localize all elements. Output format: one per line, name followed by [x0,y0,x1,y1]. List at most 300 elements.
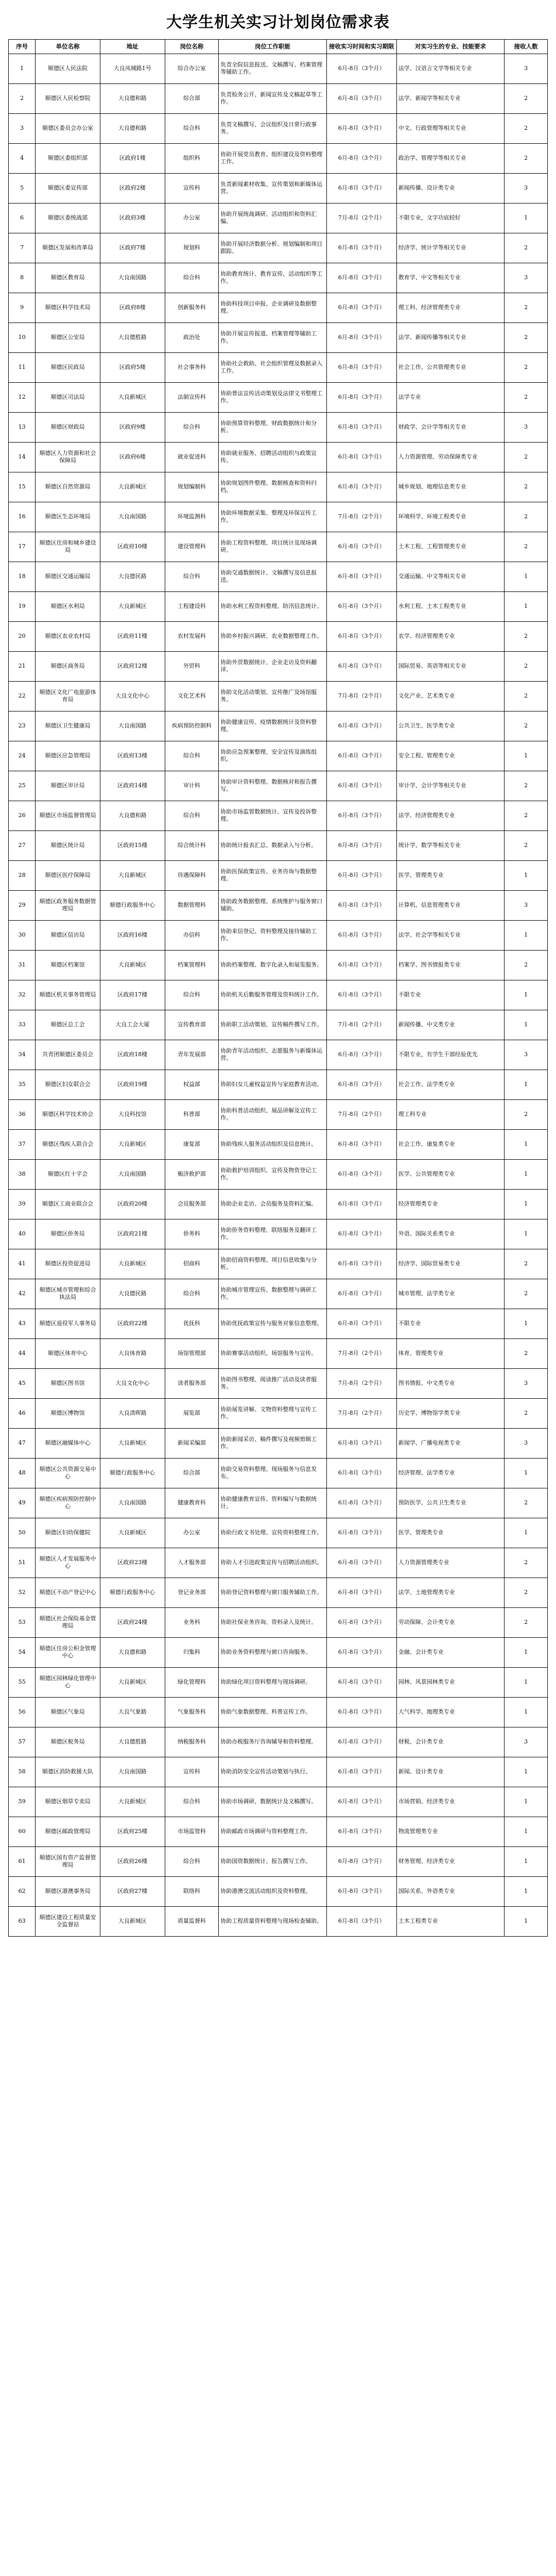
cell-index: 49 [9,1488,36,1518]
cell-index: 4 [9,143,36,173]
cell-index: 50 [9,1518,36,1548]
table-row [9,352,548,382]
cell-duties: 协助统计报表汇总、数据录入与分析。 [219,831,326,860]
cell-duties: 协助来信登记、资料整理及接待辅助工作。 [219,920,326,950]
cell-duties: 协助科普活动组织、展品讲解及宣传工作。 [219,1099,326,1129]
cell-count: 2 [505,1607,548,1637]
cell-duties: 协助残疾人服务活动组织及信息统计。 [219,1129,326,1159]
cell-period: 6月-8月（3个月） [326,1279,396,1309]
cell-unit: 顺德区水利局 [36,591,100,621]
cell-index: 30 [9,920,36,950]
cell-count: 1 [505,1010,548,1040]
cell-address: 大良新城区 [100,1428,165,1458]
cell-index: 21 [9,651,36,681]
cell-position: 综合科 [165,1846,219,1876]
cell-requirements: 法学、新闻传播等相关专业 [396,323,504,352]
cell-count: 3 [505,173,548,203]
cell-period: 6月-8月（3个月） [326,1637,396,1667]
cell-address: 区政府25楼 [100,1817,165,1846]
cell-position: 招商科 [165,1249,219,1279]
cell-address: 大良新城区 [100,1518,165,1548]
page-title: 大学生机关实习计划岗位需求表 [166,13,390,31]
cell-duties: 协助市场监管数据统计、宣传及投诉整理。 [219,801,326,831]
cell-requirements: 法学、新闻学等相关专业 [396,83,504,113]
cell-duties: 协助邮政市场调研与资料整理工作。 [219,1817,326,1846]
cell-period: 6月-8月（3个月） [326,113,396,143]
cell-address: 大良文化中心 [100,681,165,711]
cell-requirements: 不限专业 [396,980,504,1010]
cell-unit: 顺德区民政局 [36,352,100,382]
cell-count: 1 [505,1518,548,1548]
cell-count: 2 [505,113,548,143]
cell-unit: 顺德区总工会 [36,1010,100,1040]
cell-index: 51 [9,1548,36,1578]
table-row [9,1159,548,1189]
table-row [9,1488,548,1518]
cell-unit: 顺德区烟草专卖局 [36,1787,100,1817]
cell-duties: 负责全院信息报送、文稿撰写、档案管理等辅助工作。 [219,54,326,83]
cell-count: 2 [505,1099,548,1129]
cell-index: 48 [9,1458,36,1488]
cell-index: 29 [9,890,36,920]
table-row [9,1787,548,1817]
cell-position: 优抚科 [165,1309,219,1338]
cell-count: 3 [505,890,548,920]
table-row [9,591,548,621]
table-row [9,143,548,173]
cell-address: 区政府15楼 [100,831,165,860]
cell-count: 1 [505,1219,548,1249]
cell-position: 综合科 [165,1279,219,1309]
table-row [9,1876,548,1906]
cell-duties: 协助社保业务咨询、资料录入及统计。 [219,1607,326,1637]
cell-position: 归集科 [165,1637,219,1667]
cell-duties: 协助档案整理、数字化录入和展览服务。 [219,950,326,980]
table-row [9,1428,548,1458]
cell-unit: 顺德区税务局 [36,1727,100,1757]
cell-unit: 顺德区邮政管理局 [36,1817,100,1846]
cell-index: 46 [9,1398,36,1428]
cell-requirements: 政治学、管理学等相关专业 [396,143,504,173]
cell-position: 赈济救护部 [165,1159,219,1189]
cell-period: 6月-8月（3个月） [326,1607,396,1637]
cell-address: 大良南国路 [100,1488,165,1518]
cell-duties: 协助业务资料整理与窗口咨询服务。 [219,1637,326,1667]
cell-period: 7月-8月（2个月） [326,1398,396,1428]
cell-index: 7 [9,233,36,263]
cell-count: 2 [505,502,548,532]
cell-index: 9 [9,293,36,323]
cell-requirements: 水利工程、土木工程类专业 [396,591,504,621]
cell-requirements: 国际贸易、英语等相关专业 [396,651,504,681]
cell-count: 3 [505,1040,548,1070]
cell-requirements: 计算机、信息管理类专业 [396,890,504,920]
cell-duties: 协助城市管理宣传、数据整理与调研工作。 [219,1279,326,1309]
cell-position: 规划编制科 [165,472,219,502]
header-address: 地址 [100,40,165,54]
cell-requirements: 教育学、中文等相关专业 [396,263,504,293]
cell-index: 18 [9,562,36,591]
cell-index: 38 [9,1159,36,1189]
table-row [9,1129,548,1159]
cell-unit: 共青团顺德区委员会 [36,1040,100,1070]
cell-period: 6月-8月（3个月） [326,1846,396,1876]
table-row [9,323,548,352]
cell-count: 2 [505,651,548,681]
cell-position: 社会事务科 [165,352,219,382]
cell-count: 1 [505,1309,548,1338]
table-row [9,1548,548,1578]
table-row [9,741,548,771]
cell-period: 6月-8月（3个月） [326,1757,396,1787]
cell-period: 6月-8月（3个月） [326,442,396,472]
cell-period: 6月-8月（3个月） [326,83,396,113]
table-row [9,1219,548,1249]
cell-position: 办公室 [165,1518,219,1548]
table-row [9,1070,548,1099]
cell-address: 大良南国路 [100,263,165,293]
cell-duties: 协助消防安全宣传活动策划与执行。 [219,1757,326,1787]
cell-duties: 协助人才引进政策宣传与招聘活动组织。 [219,1548,326,1578]
cell-period: 6月-8月（3个月） [326,532,396,562]
cell-index: 26 [9,801,36,831]
job-demand-table [8,39,548,1937]
cell-index: 37 [9,1129,36,1159]
cell-position: 侨务科 [165,1219,219,1249]
table-row [9,173,548,203]
cell-count: 1 [505,1846,548,1876]
cell-period: 6月-8月（3个月） [326,741,396,771]
table-row [9,532,548,562]
cell-address: 区政府14楼 [100,771,165,801]
cell-position: 综合办公室 [165,54,219,83]
cell-period: 6月-8月（3个月） [326,143,396,173]
cell-period: 6月-8月（3个月） [326,1488,396,1518]
cell-requirements: 财务管理、经济类专业 [396,1846,504,1876]
cell-duties: 协助企业走访、会员服务及资料汇编。 [219,1189,326,1219]
cell-duties: 协助优抚政策宣传与服务对象信息整理。 [219,1309,326,1338]
cell-period: 6月-8月（3个月） [326,1040,396,1070]
cell-unit: 顺德区侨务局 [36,1219,100,1249]
cell-period: 6月-8月（3个月） [326,323,396,352]
cell-requirements: 物流管理类专业 [396,1817,504,1846]
cell-period: 6月-8月（3个月） [326,831,396,860]
cell-address: 区政府1楼 [100,143,165,173]
cell-duties: 负责新闻素材收集、宣传策划和新媒体运营。 [219,173,326,203]
cell-position: 综合科 [165,801,219,831]
cell-index: 23 [9,711,36,741]
cell-duties: 协助展览讲解、文物资料整理与宣传工作。 [219,1398,326,1428]
cell-period: 7月-8月（2个月） [326,203,396,233]
cell-requirements: 理工科专业 [396,1099,504,1129]
cell-position: 人才服务部 [165,1548,219,1578]
table-row [9,980,548,1010]
cell-duties: 协助妇女儿童权益宣传与家庭教育活动。 [219,1070,326,1099]
table-row [9,203,548,233]
cell-count: 2 [505,1279,548,1309]
table-row [9,1727,548,1757]
cell-period: 6月-8月（3个月） [326,1727,396,1757]
cell-requirements: 外语、国际关系类专业 [396,1219,504,1249]
cell-count: 2 [505,711,548,741]
cell-period: 6月-8月（3个月） [326,173,396,203]
cell-count: 1 [505,1876,548,1906]
cell-duties: 协助审计资料整理、数据核对和报告撰写。 [219,771,326,801]
cell-period: 6月-8月（3个月） [326,1219,396,1249]
cell-unit: 顺德区档案馆 [36,950,100,980]
header-period: 接收实习时间和实习期限 [326,40,396,54]
cell-unit: 顺德区公共资源交易中心 [36,1458,100,1488]
cell-index: 39 [9,1189,36,1219]
cell-unit: 顺德区机关事务管理局 [36,980,100,1010]
cell-period: 6月-8月（3个月） [326,233,396,263]
cell-unit: 顺德区审计局 [36,771,100,801]
cell-index: 8 [9,263,36,293]
cell-requirements: 法学专业 [396,382,504,412]
cell-address: 区政府11楼 [100,621,165,651]
cell-position: 权益部 [165,1070,219,1099]
cell-period: 6月-8月（3个月） [326,1697,396,1727]
cell-period: 6月-8月（3个月） [326,1667,396,1697]
cell-position: 市场监管科 [165,1817,219,1846]
table-header-row [9,40,548,54]
cell-index: 60 [9,1817,36,1846]
cell-period: 6月-8月（3个月） [326,651,396,681]
cell-index: 24 [9,741,36,771]
cell-requirements: 新闻学、广播电视类专业 [396,1428,504,1458]
cell-position: 会员服务部 [165,1189,219,1219]
table-row [9,382,548,412]
cell-requirements: 新闻传播、中文类专业 [396,1010,504,1040]
table-row [9,681,548,711]
cell-duties: 协助工程资料整理、项目统计及现场调研。 [219,532,326,562]
cell-requirements: 金融、会计类专业 [396,1637,504,1667]
cell-requirements: 土木工程、工程管理类专业 [396,532,504,562]
cell-unit: 顺德区市场监督管理局 [36,801,100,831]
cell-position: 疾病预防控制科 [165,711,219,741]
cell-unit: 顺德区红十字会 [36,1159,100,1189]
cell-position: 宣传教育部 [165,1010,219,1040]
cell-period: 6月-8月（3个月） [326,591,396,621]
cell-period: 6月-8月（3个月） [326,1906,396,1936]
cell-count: 2 [505,323,548,352]
cell-duties: 协助外贸数据统计、企业走访及资料翻译。 [219,651,326,681]
cell-index: 16 [9,502,36,532]
cell-position: 气象服务科 [165,1697,219,1727]
cell-unit: 顺德区人民法院 [36,54,100,83]
cell-position: 数据管理科 [165,890,219,920]
table-row [9,1099,548,1129]
cell-unit: 顺德区应急管理局 [36,741,100,771]
cell-requirements: 审计学、会计学等相关专业 [396,771,504,801]
cell-position: 质量监督科 [165,1906,219,1936]
cell-address: 区政府16楼 [100,920,165,950]
header-requirements: 对实习生的专业、技能要求 [396,40,504,54]
cell-duties: 负责文稿撰写、会议组织及日常行政事务。 [219,113,326,143]
cell-index: 27 [9,831,36,860]
cell-unit: 顺德区投资促进局 [36,1249,100,1279]
table-row [9,113,548,143]
cell-duties: 协助普法宣传活动策划及法律文书整理工作。 [219,382,326,412]
cell-duties: 协助健康教育宣传、资料编写与数据统计。 [219,1488,326,1518]
cell-unit: 顺德区住房和城乡建设局 [36,532,100,562]
cell-duties: 协助招商资料整理、项目信息收集与分析。 [219,1249,326,1279]
cell-requirements: 农学、经济管理类专业 [396,621,504,651]
cell-period: 6月-8月（3个月） [326,1548,396,1578]
cell-duties: 协助侨务资料整理、联络服务及翻译工作。 [219,1219,326,1249]
cell-address: 区政府2楼 [100,173,165,203]
cell-count: 2 [505,681,548,711]
cell-address: 大良德胜路 [100,1727,165,1757]
table-row [9,1010,548,1040]
cell-period: 6月-8月（3个月） [326,980,396,1010]
cell-index: 52 [9,1578,36,1607]
table-row [9,1906,548,1936]
cell-address: 大良德和路 [100,113,165,143]
cell-count: 1 [505,1189,548,1219]
cell-unit: 顺德区司法局 [36,382,100,412]
cell-unit: 顺德区融媒体中心 [36,1428,100,1458]
cell-address: 大良科技馆 [100,1099,165,1129]
cell-position: 纳税服务科 [165,1727,219,1757]
table-row [9,1458,548,1488]
cell-count: 1 [505,1906,548,1936]
cell-period: 7月-8月（2个月） [326,1368,396,1398]
cell-address: 大良凤城路1号 [100,54,165,83]
table-row [9,293,548,323]
cell-position: 组织科 [165,143,219,173]
cell-requirements: 大气科学、地理类专业 [396,1697,504,1727]
cell-unit: 顺德区不动产登记中心 [36,1578,100,1607]
cell-index: 25 [9,771,36,801]
cell-requirements: 法学、土地管理类专业 [396,1578,504,1607]
cell-count: 2 [505,472,548,502]
cell-address: 大良德民路 [100,1279,165,1309]
cell-unit: 顺德区信访局 [36,920,100,950]
cell-index: 2 [9,83,36,113]
cell-index: 28 [9,860,36,890]
cell-requirements: 不限专业，有学生干部经验优先 [396,1040,504,1070]
cell-index: 59 [9,1787,36,1817]
cell-duties: 协助科技项目申报、企业调研及数据整理。 [219,293,326,323]
cell-index: 3 [9,113,36,143]
cell-count: 3 [505,1727,548,1757]
table-row [9,831,548,860]
cell-unit: 顺德区气象局 [36,1697,100,1727]
cell-duties: 协助环境数据采集、整理及环保宣传工作。 [219,502,326,532]
cell-position: 综合科 [165,562,219,591]
cell-duties: 协助赛事活动组织、场馆服务与宣传。 [219,1338,326,1368]
cell-index: 45 [9,1368,36,1398]
table-row [9,263,548,293]
cell-duties: 协助应急预案整理、安全宣传及演练组织。 [219,741,326,771]
cell-count: 2 [505,950,548,980]
cell-unit: 顺德区科学技术局 [36,293,100,323]
cell-position: 宣传科 [165,1757,219,1787]
cell-requirements: 预防医学、公共卫生类专业 [396,1488,504,1518]
cell-index: 44 [9,1338,36,1368]
table-row [9,1846,548,1876]
table-row [9,1518,548,1548]
cell-count: 1 [505,1667,548,1697]
cell-period: 6月-8月（3个月） [326,860,396,890]
cell-period: 6月-8月（3个月） [326,293,396,323]
cell-duties: 协助交易资料整理、现场服务与信息发布。 [219,1458,326,1488]
cell-period: 6月-8月（3个月） [326,412,396,442]
table-row [9,562,548,591]
cell-address: 顺德行政服务中心 [100,1458,165,1488]
cell-requirements: 经济学、国际贸易类专业 [396,1249,504,1279]
cell-period: 6月-8月（3个月） [326,920,396,950]
cell-count: 3 [505,1368,548,1398]
cell-unit: 顺德区财政局 [36,412,100,442]
table-row [9,1309,548,1338]
cell-index: 13 [9,412,36,442]
cell-duties: 协助开展宣传报道、档案管理等辅助工作。 [219,323,326,352]
cell-count: 1 [505,591,548,621]
cell-duties: 协助绿化项目资料整理与现场调研。 [219,1667,326,1697]
cell-period: 7月-8月（2个月） [326,681,396,711]
cell-address: 大良南国路 [100,502,165,532]
cell-position: 联络科 [165,1876,219,1906]
cell-duties: 协助登记资料整理与窗口服务辅助工作。 [219,1578,326,1607]
cell-position: 农村发展科 [165,621,219,651]
cell-requirements: 中文、行政管理等相关专业 [396,113,504,143]
cell-position: 外贸科 [165,651,219,681]
cell-address: 大良新城区 [100,950,165,980]
cell-address: 区政府23楼 [100,1548,165,1578]
table-row [9,1249,548,1279]
cell-position: 待遇保障科 [165,860,219,890]
cell-count: 1 [505,860,548,890]
cell-unit: 顺德区城市管理和综合执法局 [36,1279,100,1309]
cell-count: 2 [505,1488,548,1518]
cell-position: 青年发展部 [165,1040,219,1070]
cell-index: 40 [9,1219,36,1249]
cell-unit: 顺德区生态环境局 [36,502,100,532]
cell-unit: 顺德区国有资产监督管理局 [36,1846,100,1876]
cell-unit: 顺德区残疾人联合会 [36,1129,100,1159]
cell-position: 就业促进科 [165,442,219,472]
cell-position: 综合部 [165,1458,219,1488]
cell-position: 宣传科 [165,173,219,203]
cell-address: 大良新城区 [100,860,165,890]
cell-period: 6月-8月（3个月） [326,472,396,502]
cell-address: 区政府17楼 [100,980,165,1010]
cell-requirements: 环境科学、环境工程类专业 [396,502,504,532]
cell-position: 新闻采编部 [165,1428,219,1458]
cell-index: 20 [9,621,36,651]
table-row [9,1338,548,1368]
table-row [9,54,548,83]
table-row [9,771,548,801]
cell-index: 19 [9,591,36,621]
cell-index: 62 [9,1876,36,1906]
cell-count: 2 [505,352,548,382]
cell-count: 3 [505,54,548,83]
cell-requirements: 城市管理、法学类专业 [396,1279,504,1309]
cell-address: 区政府21楼 [100,1219,165,1249]
table-row [9,1040,548,1070]
cell-requirements: 园林、风景园林类专业 [396,1667,504,1697]
cell-position: 档案管理科 [165,950,219,980]
cell-position: 审计科 [165,771,219,801]
cell-position: 综合科 [165,113,219,143]
cell-index: 17 [9,532,36,562]
cell-requirements: 法学、汉语言文学等相关专业 [396,54,504,83]
cell-count: 2 [505,293,548,323]
cell-position: 综合部 [165,83,219,113]
